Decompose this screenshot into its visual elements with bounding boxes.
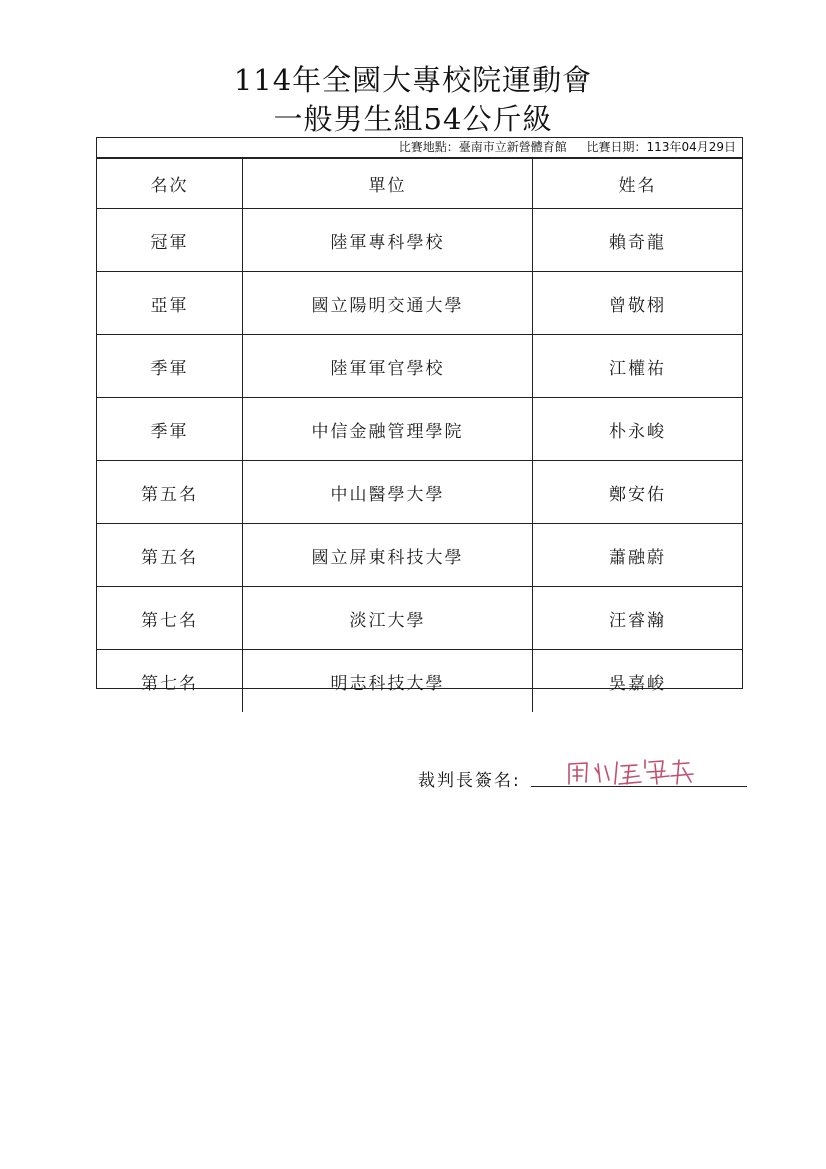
rank-cell: 第五名 xyxy=(97,524,243,587)
table-row xyxy=(97,524,742,587)
date-text: 比賽日期：113年04月29日 xyxy=(586,140,736,154)
header-rank: 名次 xyxy=(97,159,243,209)
results-sheet xyxy=(96,137,743,694)
signature-label: 裁判長簽名: xyxy=(418,771,521,791)
unit-cell: 中山醫學大學 xyxy=(243,461,533,524)
name-cell: 朴永峻 xyxy=(533,398,743,461)
rank-cell: 季軍 xyxy=(97,335,243,398)
results-table xyxy=(97,158,742,712)
table-row xyxy=(97,398,742,461)
rank-cell: 第七名 xyxy=(97,650,243,713)
name-cell: 鄭安佑 xyxy=(533,461,743,524)
name-cell: 曾敬栩 xyxy=(533,272,743,335)
table-row xyxy=(97,209,742,272)
unit-cell: 淡江大學 xyxy=(243,587,533,650)
unit-cell: 國立屏東科技大學 xyxy=(243,524,533,587)
name-cell: 汪睿瀚 xyxy=(533,587,743,650)
document-subtitle: 一般男生組54公斤級 xyxy=(273,102,553,136)
rank-cell: 亞軍 xyxy=(97,272,243,335)
rank-cell: 第七名 xyxy=(97,587,243,650)
event-meta xyxy=(97,138,742,158)
header-name: 姓名 xyxy=(533,159,743,209)
document-title: 114年全國大專校院運動會 xyxy=(233,63,593,97)
table-header-row xyxy=(97,159,742,209)
unit-cell: 陸軍軍官學校 xyxy=(243,335,533,398)
table-row xyxy=(97,461,742,524)
table-row xyxy=(97,335,742,398)
name-cell: 賴奇龍 xyxy=(533,209,743,272)
table-row xyxy=(97,272,742,335)
handwritten-signature xyxy=(565,754,695,788)
table-row xyxy=(97,650,742,713)
rank-cell: 第五名 xyxy=(97,461,243,524)
rank-cell: 冠軍 xyxy=(97,209,243,272)
name-cell: 吳嘉峻 xyxy=(533,650,743,713)
unit-cell: 國立陽明交通大學 xyxy=(243,272,533,335)
name-cell: 江權祐 xyxy=(533,335,743,398)
name-cell: 蕭融蔚 xyxy=(533,524,743,587)
header-unit: 單位 xyxy=(243,159,533,209)
unit-cell: 明志科技大學 xyxy=(243,650,533,713)
rank-cell: 季軍 xyxy=(97,398,243,461)
unit-cell: 陸軍專科學校 xyxy=(243,209,533,272)
venue-text: 比賽地點：臺南市立新營體育館 xyxy=(398,140,567,154)
table-row xyxy=(97,587,742,650)
unit-cell: 中信金融管理學院 xyxy=(243,398,533,461)
